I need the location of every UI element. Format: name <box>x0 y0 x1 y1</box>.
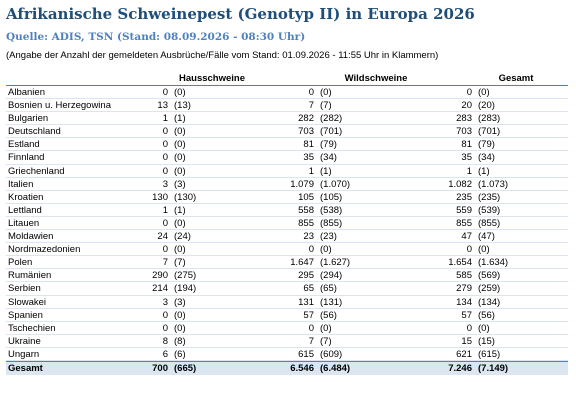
gesamt-previous: (79) <box>478 139 495 151</box>
wildschweine-value: 558 <box>298 204 314 216</box>
table-row <box>6 204 568 217</box>
table-row <box>6 348 568 361</box>
hausschweine-value: 130 <box>152 191 168 203</box>
gesamt-previous: (34) <box>478 152 495 164</box>
gesamt-value: 283 <box>456 113 472 125</box>
gesamt-value: 134 <box>456 296 472 308</box>
country-name: Finnland <box>8 152 45 164</box>
wildschweine-previous: (701) <box>320 126 343 138</box>
gesamt-previous: (134) <box>478 296 501 308</box>
hausschweine-value: 0 <box>162 322 168 334</box>
wildschweine-value: 0 <box>308 322 314 334</box>
hausschweine-value: 0 <box>162 217 168 229</box>
table-row <box>6 99 568 112</box>
document-title: Afrikanische Schweinepest (Genotyp II) in Europa 2026 <box>6 5 475 23</box>
wildschweine-previous: (131) <box>320 296 343 308</box>
country-name: Ungarn <box>8 348 40 360</box>
gesamt-previous: (259) <box>478 283 501 295</box>
gesamt-previous: (235) <box>478 191 501 203</box>
country-name: Estland <box>8 139 40 151</box>
wildschweine-value: 65 <box>303 283 314 295</box>
country-name: Rumänien <box>8 270 52 282</box>
gesamt-value: 0 <box>466 244 472 256</box>
country-name: Albanien <box>8 87 45 98</box>
wildschweine-value: 0 <box>308 244 314 256</box>
wildschweine-value: 131 <box>298 296 314 308</box>
gesamt-previous: (1.634) <box>478 257 509 269</box>
hausschweine-value: 1 <box>162 113 168 125</box>
country-name: Bosnien u. Herzegowina <box>8 100 111 112</box>
wildschweine-value: 35 <box>303 152 314 164</box>
table-row <box>6 256 568 269</box>
country-name: Polen <box>8 257 33 269</box>
gesamt-previous: (569) <box>478 270 501 282</box>
hausschweine-previous: (3) <box>174 296 186 308</box>
total-gesamt-value: 7.246 <box>448 362 472 374</box>
hausschweine-previous: (0) <box>174 322 186 334</box>
gesamt-previous: (15) <box>478 335 495 347</box>
hausschweine-value: 0 <box>162 152 168 164</box>
country-name: Moldawien <box>8 231 54 243</box>
wildschweine-value: 703 <box>298 126 314 138</box>
table-row <box>6 138 568 151</box>
hausschweine-value: 214 <box>152 283 168 295</box>
hausschweine-previous: (0) <box>174 152 186 164</box>
gesamt-value: 235 <box>456 191 472 203</box>
wildschweine-previous: (538) <box>320 204 343 216</box>
gesamt-value: 585 <box>456 270 472 282</box>
table-row <box>6 230 568 243</box>
gesamt-previous: (20) <box>478 100 495 112</box>
country-name: Slowakei <box>8 296 47 308</box>
hausschweine-previous: (0) <box>174 309 186 321</box>
hausschweine-previous: (194) <box>174 283 197 295</box>
hausschweine-previous: (0) <box>174 217 186 229</box>
hausschweine-previous: (275) <box>174 270 197 282</box>
table-row <box>6 309 568 322</box>
wildschweine-previous: (294) <box>320 270 343 282</box>
wildschweine-previous: (56) <box>320 309 337 321</box>
wildschweine-previous: (609) <box>320 348 343 360</box>
wildschweine-previous: (79) <box>320 139 337 151</box>
table-row <box>6 217 568 230</box>
gesamt-value: 0 <box>466 87 472 98</box>
hausschweine-value: 6 <box>162 348 168 360</box>
wildschweine-previous: (1) <box>320 165 332 177</box>
hausschweine-value: 24 <box>157 231 168 243</box>
gesamt-previous: (0) <box>478 87 490 98</box>
wildschweine-previous: (1.627) <box>320 257 351 269</box>
gesamt-value: 621 <box>456 348 472 360</box>
source-line: Quelle: ADIS, TSN (Stand: 08.09.2026 - 08:30 Uhr) <box>6 31 306 43</box>
note-line: (Angabe der Anzahl der gemeldeten Ausbrüche/Fälle vom Stand: 01.09.2026 - 11:55 Uhr in Klammern) <box>6 50 439 61</box>
table-row <box>6 178 568 191</box>
wildschweine-previous: (0) <box>320 87 332 98</box>
table-row <box>6 86 568 99</box>
gesamt-previous: (1.073) <box>478 178 509 190</box>
wildschweine-value: 7 <box>308 100 314 112</box>
table-row <box>6 296 568 309</box>
hausschweine-previous: (1) <box>174 113 186 125</box>
gesamt-value: 81 <box>461 139 472 151</box>
wildschweine-previous: (23) <box>320 231 337 243</box>
hausschweine-value: 3 <box>162 296 168 308</box>
total-hausschweine-previous: (665) <box>174 362 197 374</box>
wildschweine-value: 7 <box>308 335 314 347</box>
gesamt-value: 1.654 <box>448 257 472 269</box>
column-header-wildschweine: Wildschweine <box>344 73 408 84</box>
hausschweine-previous: (13) <box>174 100 191 112</box>
hausschweine-value: 0 <box>162 87 168 98</box>
gesamt-previous: (0) <box>478 244 490 256</box>
hausschweine-previous: (6) <box>174 348 186 360</box>
gesamt-value: 703 <box>456 126 472 138</box>
hausschweine-previous: (0) <box>174 87 186 98</box>
hausschweine-value: 0 <box>162 244 168 256</box>
wildschweine-value: 282 <box>298 113 314 125</box>
gesamt-previous: (0) <box>478 322 490 334</box>
table-row <box>6 112 568 125</box>
gesamt-previous: (56) <box>478 309 495 321</box>
hausschweine-value: 0 <box>162 165 168 177</box>
wildschweine-value: 23 <box>303 231 314 243</box>
hausschweine-value: 290 <box>152 270 168 282</box>
country-name: Kroatien <box>8 191 44 203</box>
country-name: Lettland <box>8 204 42 216</box>
wildschweine-value: 1.079 <box>290 178 314 190</box>
total-row <box>6 361 568 375</box>
wildschweine-value: 1 <box>308 165 314 177</box>
table-row <box>6 191 568 204</box>
table-body <box>6 86 568 361</box>
wildschweine-value: 81 <box>303 139 314 151</box>
country-name: Deutschland <box>8 126 61 138</box>
hausschweine-value: 7 <box>162 257 168 269</box>
hausschweine-previous: (0) <box>174 126 186 138</box>
total-hausschweine-value: 700 <box>152 362 168 374</box>
table-row <box>6 282 568 295</box>
hausschweine-previous: (1) <box>174 204 186 216</box>
table-row <box>6 269 568 282</box>
gesamt-value: 47 <box>461 231 472 243</box>
wildschweine-value: 1.647 <box>290 257 314 269</box>
hausschweine-previous: (3) <box>174 178 186 190</box>
hausschweine-value: 0 <box>162 139 168 151</box>
wildschweine-previous: (0) <box>320 322 332 334</box>
gesamt-value: 57 <box>461 309 472 321</box>
hausschweine-value: 3 <box>162 178 168 190</box>
wildschweine-previous: (7) <box>320 335 332 347</box>
total-wildschweine-value: 6.546 <box>290 362 314 374</box>
hausschweine-previous: (24) <box>174 231 191 243</box>
wildschweine-value: 105 <box>298 191 314 203</box>
wildschweine-previous: (855) <box>320 217 343 229</box>
total-wildschweine-previous: (6.484) <box>320 362 351 374</box>
column-header-gesamt: Gesamt <box>498 73 534 84</box>
total-label: Gesamt <box>8 362 43 374</box>
table-header-row <box>6 72 568 86</box>
gesamt-value: 1.082 <box>448 178 472 190</box>
table-row <box>6 125 568 138</box>
country-name: Serbien <box>8 283 41 295</box>
hausschweine-value: 8 <box>162 335 168 347</box>
wildschweine-previous: (65) <box>320 283 337 295</box>
wildschweine-previous: (7) <box>320 100 332 112</box>
hausschweine-previous: (0) <box>174 244 186 256</box>
wildschweine-value: 0 <box>308 87 314 98</box>
country-name: Griechenland <box>8 165 65 177</box>
wildschweine-previous: (1.070) <box>320 178 351 190</box>
table-row <box>6 322 568 335</box>
hausschweine-value: 1 <box>162 204 168 216</box>
country-name: Tschechien <box>8 322 56 334</box>
wildschweine-previous: (282) <box>320 113 343 125</box>
gesamt-previous: (1) <box>478 165 490 177</box>
wildschweine-value: 615 <box>298 348 314 360</box>
column-header-hausschweine: Hausschweine <box>179 73 245 84</box>
wildschweine-value: 855 <box>298 217 314 229</box>
country-name: Nordmazedonien <box>8 244 81 256</box>
hausschweine-previous: (0) <box>174 165 186 177</box>
table-row <box>6 165 568 178</box>
total-gesamt-previous: (7.149) <box>478 362 509 374</box>
hausschweine-previous: (7) <box>174 257 186 269</box>
table-row <box>6 335 568 348</box>
hausschweine-previous: (0) <box>174 139 186 151</box>
gesamt-previous: (47) <box>478 231 495 243</box>
wildschweine-previous: (0) <box>320 244 332 256</box>
wildschweine-value: 295 <box>298 270 314 282</box>
gesamt-value: 1 <box>466 165 472 177</box>
hausschweine-previous: (8) <box>174 335 186 347</box>
table-row <box>6 243 568 256</box>
table-row <box>6 151 568 164</box>
wildschweine-previous: (105) <box>320 191 343 203</box>
country-name: Litauen <box>8 217 40 229</box>
gesamt-value: 0 <box>466 322 472 334</box>
country-name: Spanien <box>8 309 43 321</box>
gesamt-value: 559 <box>456 204 472 216</box>
hausschweine-value: 0 <box>162 309 168 321</box>
country-name: Italien <box>8 178 34 190</box>
wildschweine-value: 57 <box>303 309 314 321</box>
gesamt-previous: (701) <box>478 126 501 138</box>
gesamt-previous: (539) <box>478 204 501 216</box>
gesamt-previous: (283) <box>478 113 501 125</box>
country-name: Ukraine <box>8 335 41 347</box>
gesamt-value: 20 <box>461 100 472 112</box>
hausschweine-value: 0 <box>162 126 168 138</box>
gesamt-previous: (615) <box>478 348 501 360</box>
gesamt-previous: (855) <box>478 217 501 229</box>
hausschweine-previous: (130) <box>174 191 197 203</box>
wildschweine-previous: (34) <box>320 152 337 164</box>
gesamt-value: 35 <box>461 152 472 164</box>
gesamt-value: 15 <box>461 335 472 347</box>
gesamt-value: 855 <box>456 217 472 229</box>
hausschweine-value: 13 <box>157 100 168 112</box>
data-table <box>6 72 568 375</box>
gesamt-value: 279 <box>456 283 472 295</box>
country-name: Bulgarien <box>8 113 49 125</box>
